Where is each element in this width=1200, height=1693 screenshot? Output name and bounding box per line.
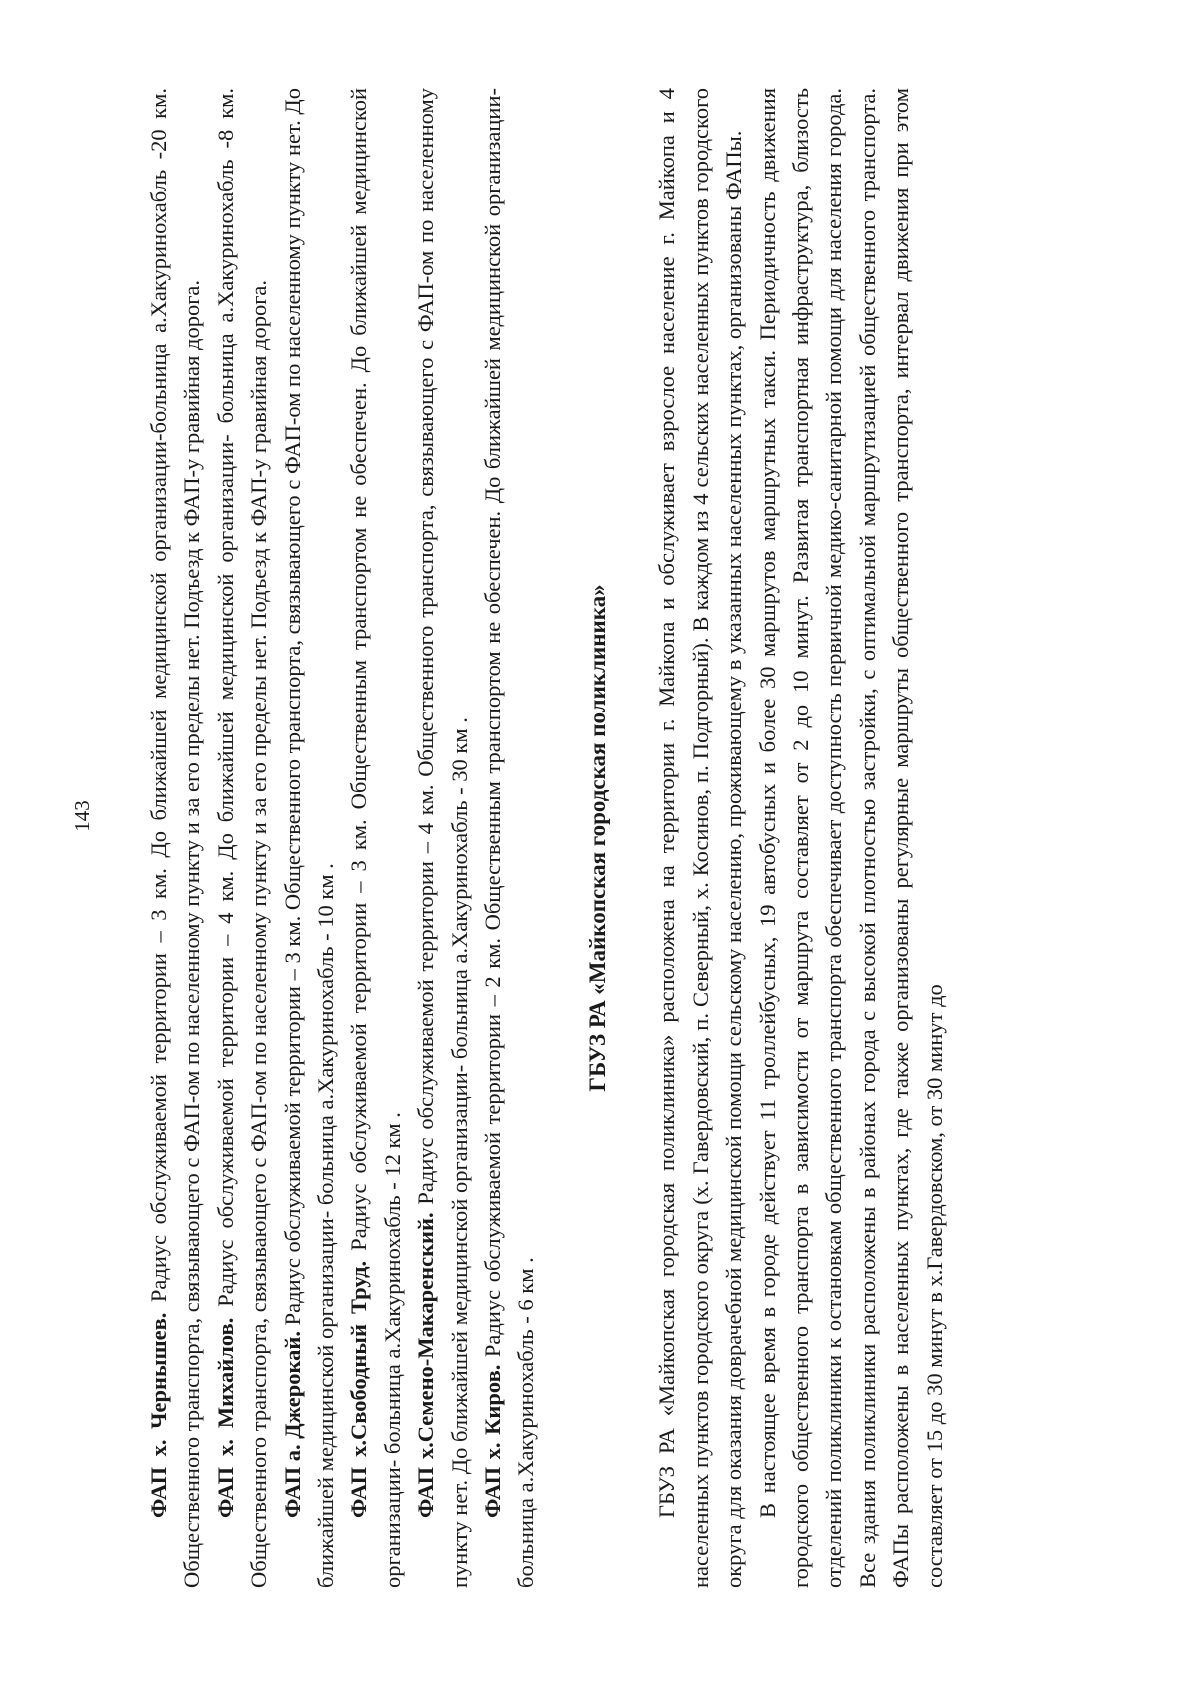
fap-entry-kirov [476,88,543,1588]
fap-text: Радиус обслуживаемой территории – 4 км. До ближайшей медицинской организации- больница а.Хакуринохабль -8 км. Общественного транспорта, связывающего с ФАП-ом по населенному пункту и за его пределы нет. Подъезд к ФАП-у гравийная дорога. [212,88,272,1588]
fap-entry-semeno-makarensky [409,88,476,1588]
fap-name: ФАП х.Свободный Труд. [346,1260,372,1518]
section-title: ГБУЗ РА «Майкопская городская поликлиника» [584,584,610,1092]
fap-entry-dzherokai [276,88,343,1588]
fap-text: Радиус обслуживаемой территории – 2 км. Общественным транспортом не обеспечен. До ближайшей медицинской организации- больница а.Хакуринохабль - 6 км . [480,88,539,1588]
fap-text: Радиус обслуживаемой территории – 3 км. До ближайшей медицинской организации-больница а.Хакуринохабль -20 км. Общественного транспорта, связывающего с ФАП-ом по населенному пункту и за его пределы нет. Подъезд к ФАП-у гравийная дорога. [146,88,205,1588]
paragraph-transport: В настоящее время в городе действует 11 троллейбусных, 19 автобусных и более 30 маршрутов маршрутных такси. Периодичность движения городского общественного транспорта в зависимости от маршрута составляет от 2 до 10 минут. Развитая транспортная инфраструктура, близость отделений поликлиники к остановкам общественного транспорта обеспечивает доступность первичной медико-санитарной помощи для населения города. Все здания поликлиники расположены в районах города с высокой плотностью застройки, с оптимальной маршрутизацией общественного транспорта. ФАПы расположены в населенных пунктах, где также организованы регулярные маршруты общественного транспорта, интервал движения при этом составляет от 15 до 30 минут в х.Гавердовском, от 30 минут до [754,88,947,1588]
fap-text: Радиус обслуживаемой территории – 4 км. Общественного транспорта, связывающего с ФАП-ом по населенному пункту нет. До ближайшей медицинской организации- больница а.Хакуринохабль - 30 км . [413,88,472,1588]
fap-name: ФАП х.Семено-Макаренский. [413,1212,439,1518]
document-body [142,88,1112,1588]
fap-name: ФАП х. Киров. [480,1364,506,1518]
page-number: 143 [70,800,94,832]
paragraph-overview: ГБУЗ РА «Майкопская городская поликлиника» расположена на территории г. Майкопа и обслуживает взрослое население г. Майкопа и 4 населенных пунктов городского округа (х. Гавердовский, п. Северный, х. Косинов, п. Подгорный). В каждом из 4 сельских населенных пунктов городского округа для оказания доврачебной медицинской помощи сельскому населению, проживающему в указанных населенных пунктах, организованы ФАПы. [654,88,747,1588]
fap-entry-svobodny-trud [342,88,409,1588]
fap-text: Радиус обслуживаемой территории – 3 км. Общественного транспорта, связывающего с ФАП-ом по населенному пункту нет. До ближайшей медицинской организации- больница а.Хакуринохабль - 10 км . [279,88,339,1588]
fap-text: Радиус обслуживаемой территории – 3 км. Общественным транспортом не обеспечен. До ближайшей медицинской организации- больница а.Хакуринохабль - 12 км . [346,87,405,1588]
fap-entry-mikhailov [209,88,276,1588]
fap-name: ФАП х. Михайлов. [212,1317,238,1518]
fap-name: ФАП а. Джерокай. [279,1331,305,1518]
fap-entry-chernyshev [142,88,209,1588]
fap-name: ФАП х. Чернышев. [146,1312,171,1518]
